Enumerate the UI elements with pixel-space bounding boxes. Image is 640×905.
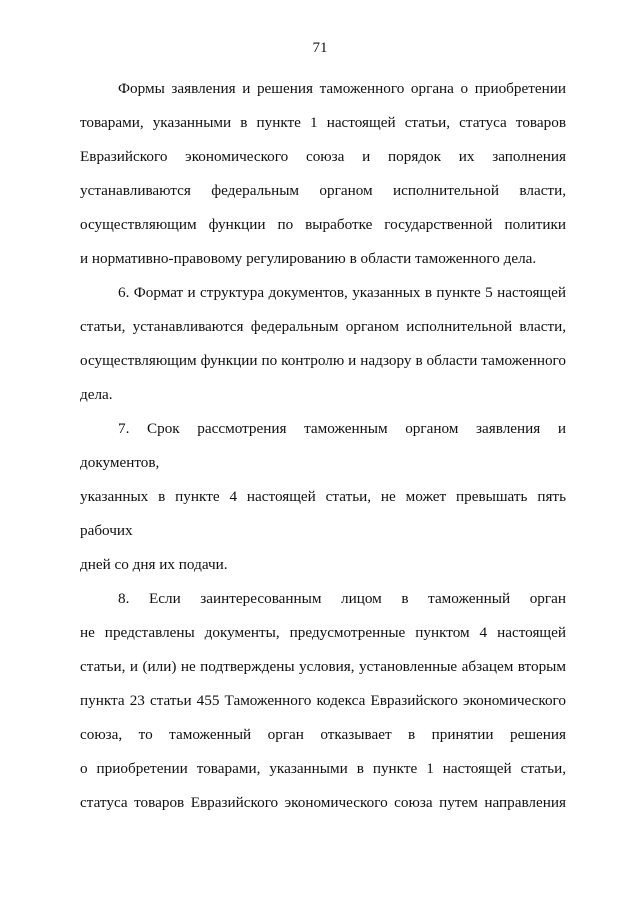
paragraph-forms [80,72,566,276]
paragraph-6 [80,276,566,412]
text-line: союза, то таможенный орган отказывает в принятии решения [80,726,566,743]
text-line: осуществляющим функции по выработке государственной политики [80,216,566,233]
document-body [80,72,566,820]
text-line: статуса товаров Евразийского экономического союза путем направления [80,794,566,811]
text-line: указанных в пункте 4 настоящей статьи, не может превышать пять рабочих [80,488,566,539]
text-line: 8. Если заинтересованным лицом в таможенный орган [118,590,566,607]
text-line: 6. Формат и структура документов, указанных в пункте 5 настоящей [118,284,566,301]
text-line: дела. [80,386,113,403]
text-line: статьи, и (или) не подтверждены условия, установленные абзацем вторым [80,658,566,675]
text-line: и нормативно-правовому регулированию в области таможенного дела. [80,250,537,267]
text-line: Евразийского экономического союза и порядок их заполнения [80,148,566,165]
text-line: товарами, указанными в пункте 1 настоящей статьи, статуса товаров [80,114,566,131]
text-line: пункта 23 статьи 455 Таможенного кодекса Евразийского экономического [80,692,566,709]
page-number: 71 [312,40,328,56]
text-line: Формы заявления и решения таможенного органа о приобретении [118,80,566,97]
text-line: статьи, устанавливаются федеральным органом исполнительной власти, [80,318,566,335]
paragraph-8 [80,582,566,820]
text-line: о приобретении товарами, указанными в пункте 1 настоящей статьи, [80,760,566,777]
text-line: дней со дня их подачи. [80,556,228,573]
text-line: не представлены документы, предусмотренные пунктом 4 настоящей [80,624,566,641]
paragraph-7 [80,412,566,582]
text-line: осуществляющим функции по контролю и надзору в области таможенного [80,352,566,369]
text-line: устанавливаются федеральным органом исполнительной власти, [80,182,566,199]
text-line: 7. Срок рассмотрения таможенным органом заявления и документов, [80,420,566,471]
